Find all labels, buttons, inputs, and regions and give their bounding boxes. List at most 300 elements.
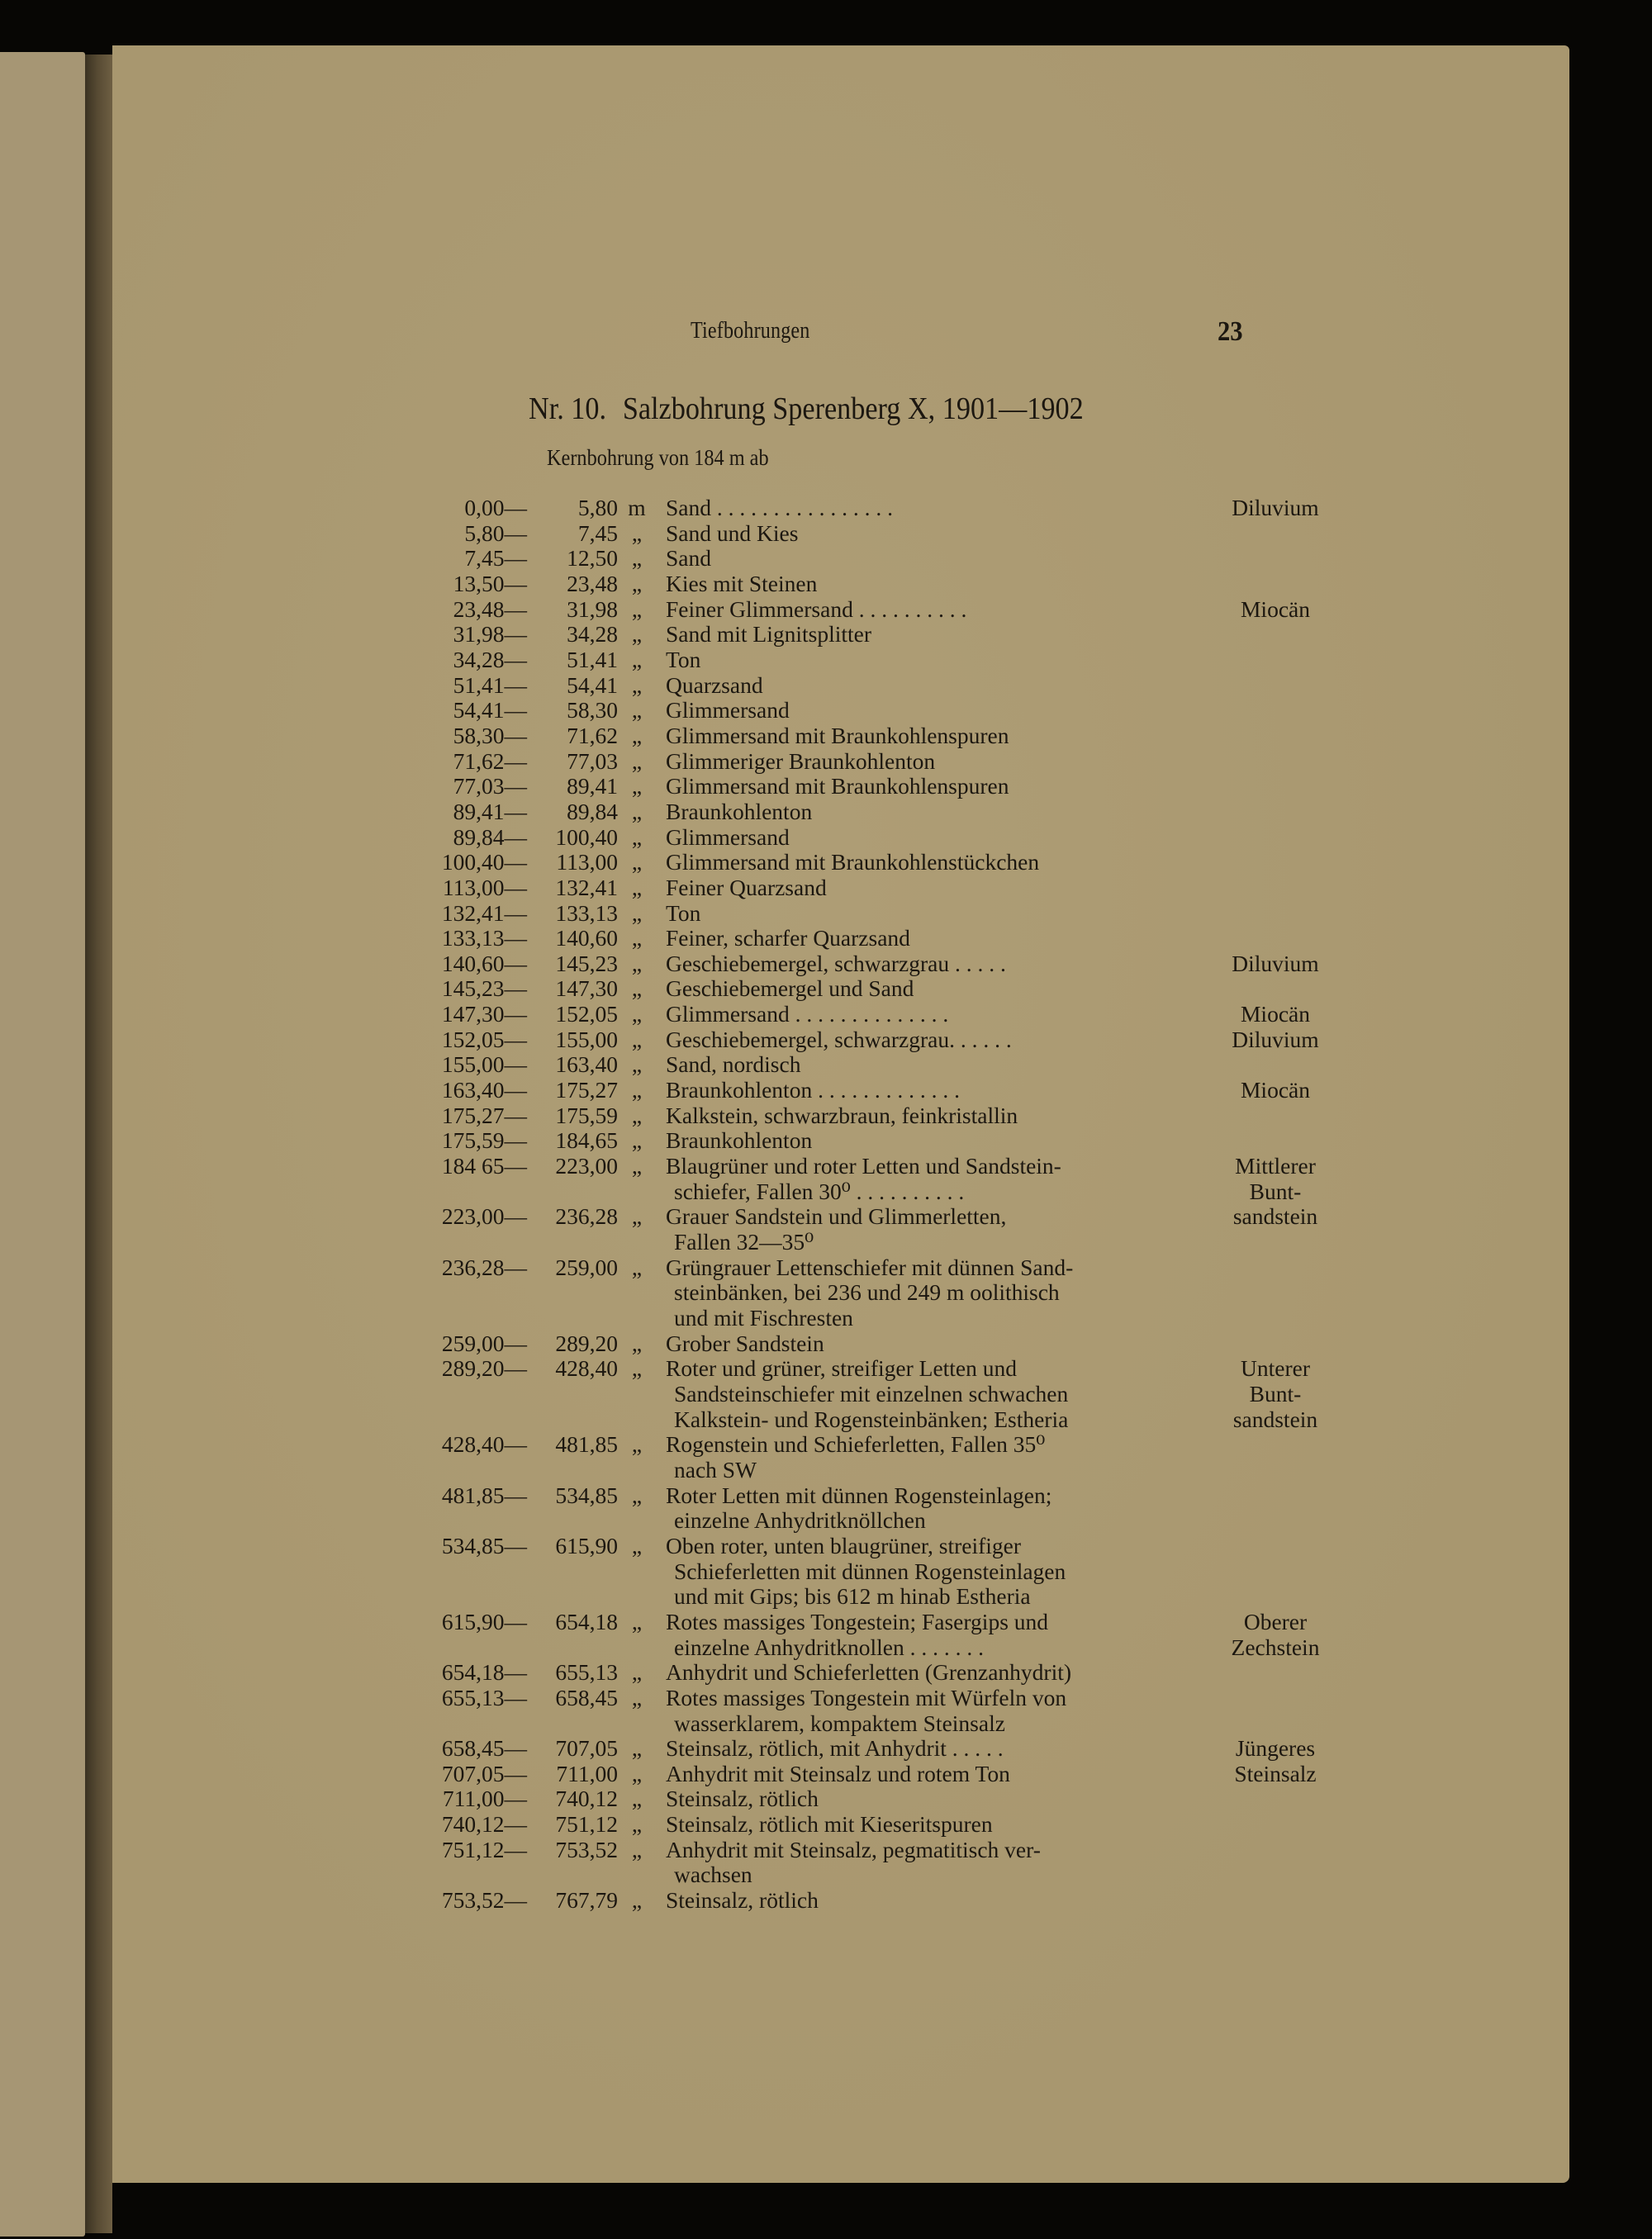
description-line: Sand mit Lignitsplitter	[666, 621, 872, 648]
table-row	[309, 648, 1383, 673]
depth-unit: m	[628, 495, 646, 520]
depth-to: 236,28	[555, 1203, 618, 1230]
layer-description	[656, 496, 1191, 521]
layer-description	[656, 850, 1191, 875]
table-row	[309, 1534, 1383, 1610]
table-row	[309, 1736, 1383, 1762]
depth-to: 428,40	[555, 1355, 618, 1382]
depth-unit: „	[631, 595, 643, 622]
depth-to: 534,85	[555, 1482, 618, 1508]
depth-to: 152,05	[555, 1001, 618, 1027]
depth-unit: „	[631, 1608, 643, 1634]
formation-line: Bunt-	[1249, 1380, 1302, 1406]
depth-unit: „	[631, 1001, 643, 1027]
description-line: Geschiebemergel, schwarzgrau. . . . . .	[666, 1026, 1012, 1052]
strata-table	[309, 496, 1383, 1914]
layer-description	[656, 1052, 1191, 1078]
depth-from: 223,00—	[441, 1203, 527, 1230]
description-line: Grober Sandstein	[666, 1330, 824, 1356]
layer-description	[656, 825, 1191, 851]
layer-description	[656, 1786, 1191, 1812]
depth-from: 51,41—	[453, 671, 527, 698]
table-row	[309, 572, 1383, 597]
section-title: Salzbohrung Sperenberg X, 1901—1902	[622, 391, 1084, 426]
description-line: Steinsalz, rötlich mit Kieseritspuren	[666, 1811, 993, 1838]
depth-from: 711,00—	[442, 1786, 527, 1812]
depth-from: 147,30—	[441, 1001, 527, 1027]
depth-to: 184,65	[555, 1127, 618, 1154]
depth-from: 236,28—	[441, 1254, 527, 1280]
depth-to: 71,62	[567, 722, 618, 748]
layer-description	[656, 1027, 1191, 1053]
depth-to: 132,41	[555, 874, 618, 900]
description-line: Geschiebemergel, schwarzgrau . . . . .	[666, 950, 1006, 976]
table-row	[309, 546, 1383, 572]
table-row	[309, 622, 1383, 648]
formation-label	[1191, 1002, 1358, 1027]
depth-from: 658,45—	[441, 1735, 527, 1762]
book-page	[112, 45, 1569, 2183]
layer-description	[656, 1762, 1191, 1787]
depth-to: 51,41	[567, 646, 618, 672]
depth-unit: „	[631, 1887, 643, 1914]
layer-description	[656, 1154, 1191, 1204]
depth-from: 54,41—	[453, 697, 527, 723]
layer-description	[656, 1432, 1191, 1482]
depth-unit: „	[631, 823, 643, 850]
depth-from: 163,40—	[441, 1077, 527, 1103]
description-line: Rogenstein und Schieferletten, Fallen 35⁰	[666, 1431, 1046, 1458]
depth-from: 707,05—	[441, 1760, 527, 1786]
depth-from: 5,80—	[464, 519, 527, 546]
table-row	[309, 597, 1383, 623]
table-row	[309, 496, 1383, 521]
formation-line: Miocän	[1240, 1001, 1310, 1027]
description-line: Grüngrauer Lettenschiefer mit dünnen Sand-	[666, 1254, 1074, 1280]
table-row	[309, 1786, 1383, 1812]
layer-description	[656, 673, 1191, 699]
depth-unit: „	[631, 1786, 643, 1812]
layer-description	[656, 1204, 1191, 1255]
depth-unit: „	[631, 1735, 643, 1762]
description-line: Sandsteinschiefer mit einzelnen schwachen	[674, 1380, 1069, 1406]
formation-label	[1191, 496, 1358, 521]
formation-line: sandstein	[1232, 1406, 1318, 1432]
depth-to: 615,90	[555, 1532, 618, 1558]
depth-to: 7,45	[577, 519, 618, 546]
description-line: Kalkstein, schwarzbraun, feinkristallin	[666, 1102, 1018, 1128]
formation-label	[1191, 1154, 1358, 1204]
depth-to: 31,98	[567, 595, 618, 622]
depth-unit: „	[631, 1077, 643, 1103]
table-row	[309, 901, 1383, 927]
layer-description	[656, 597, 1191, 623]
description-line: Glimmersand mit Braunkohlenspuren	[666, 773, 1009, 799]
layer-description	[656, 875, 1191, 901]
depth-unit: „	[631, 1836, 643, 1862]
running-head	[112, 318, 1569, 351]
depth-unit: „	[631, 1051, 643, 1078]
table-row	[309, 1686, 1383, 1736]
table-row	[309, 698, 1383, 723]
description-line: Glimmersand	[666, 697, 790, 723]
depth-from: 58,30—	[453, 722, 527, 748]
formation-label	[1191, 1204, 1358, 1230]
table-row	[309, 1762, 1383, 1787]
layer-description	[656, 1078, 1191, 1103]
layer-description	[656, 1128, 1191, 1154]
description-line: Ton	[666, 646, 701, 672]
page-number: 23	[1218, 316, 1243, 347]
layer-description	[656, 1610, 1191, 1660]
formation-line: sandstein	[1232, 1203, 1318, 1230]
depth-unit: „	[631, 646, 643, 672]
depth-from: 140,60—	[441, 950, 527, 976]
depth-to: 175,59	[555, 1102, 618, 1128]
description-line: Feiner Quarzsand	[666, 874, 827, 900]
depth-from: 23,48—	[453, 595, 527, 622]
depth-to: 223,00	[555, 1153, 618, 1179]
depth-unit: „	[631, 925, 643, 951]
description-line: Anhydrit mit Steinsalz, pegmatitisch ver-	[666, 1836, 1041, 1862]
description-line: Schieferletten mit dünnen Rogensteinlagen	[674, 1558, 1066, 1584]
formation-line: Diluvium	[1232, 1026, 1319, 1052]
depth-unit: „	[631, 1684, 643, 1710]
description-line: Blaugrüner und roter Letten und Sandstein-	[666, 1153, 1061, 1179]
table-row	[309, 1027, 1383, 1053]
layer-description	[656, 799, 1191, 825]
layer-description	[656, 572, 1191, 597]
table-row	[309, 1002, 1383, 1027]
depth-unit: „	[631, 1431, 643, 1458]
description-line: Braunkohlenton . . . . . . . . . . . . .	[666, 1077, 960, 1103]
depth-to: 707,05	[555, 1735, 618, 1762]
depth-from: 71,62—	[453, 747, 527, 774]
layer-description	[656, 1736, 1191, 1762]
depth-to: 289,20	[555, 1330, 618, 1356]
description-line: Feiner, scharfer Quarzsand	[666, 925, 910, 951]
layer-description	[656, 648, 1191, 673]
depth-from: 753,52—	[441, 1887, 527, 1914]
depth-unit: „	[631, 773, 643, 799]
depth-unit: „	[631, 1659, 643, 1686]
depth-to: 100,40	[555, 823, 618, 850]
layer-description	[656, 1812, 1191, 1838]
depth-unit: „	[631, 722, 643, 748]
formation-line: Unterer	[1241, 1355, 1310, 1382]
table-row	[309, 875, 1383, 901]
description-line: einzelne Anhydritknöllchen	[674, 1507, 926, 1534]
description-line: Fallen 32—35⁰	[674, 1229, 814, 1255]
depth-to: 155,00	[555, 1026, 618, 1052]
description-line: nach SW	[674, 1456, 757, 1482]
description-line: Anhydrit mit Steinsalz und rotem Ton	[666, 1760, 1010, 1786]
depth-unit: „	[631, 899, 643, 926]
table-row	[309, 1154, 1383, 1204]
depth-from: 89,84—	[453, 823, 527, 850]
depth-to: 133,13	[555, 899, 618, 926]
formation-line: Mittlerer	[1235, 1153, 1316, 1179]
depth-to: 89,41	[567, 773, 618, 799]
depth-from: 34,28—	[453, 646, 527, 672]
description-line: Ton	[666, 899, 701, 926]
description-line: wachsen	[674, 1862, 752, 1888]
table-row	[309, 1483, 1383, 1534]
depth-unit: „	[631, 798, 643, 824]
depth-unit: „	[631, 1026, 643, 1052]
depth-to: 655,13	[555, 1659, 618, 1686]
formation-line: Zechstein	[1231, 1634, 1320, 1660]
depth-from: 89,41—	[453, 798, 527, 824]
depth-to: 175,27	[555, 1077, 618, 1103]
description-line: Sand, nordisch	[666, 1051, 801, 1078]
description-line: Quarzsand	[666, 671, 763, 698]
depth-from: 0,00—	[464, 495, 527, 520]
depth-from: 428,40—	[441, 1431, 527, 1458]
depth-from: 751,12—	[441, 1836, 527, 1862]
depth-to: 259,00	[555, 1254, 618, 1280]
depth-unit: „	[631, 671, 643, 698]
depth-from: 654,18—	[441, 1659, 527, 1686]
book-gutter	[85, 55, 112, 2233]
formation-label	[1191, 1736, 1358, 1762]
formation-label	[1191, 1356, 1358, 1432]
layer-description	[656, 926, 1191, 951]
depth-to: 34,28	[567, 621, 618, 648]
table-row	[309, 951, 1383, 977]
depth-to: 767,79	[555, 1887, 618, 1914]
layer-description	[656, 622, 1191, 648]
depth-unit: „	[631, 1482, 643, 1508]
table-row	[309, 1432, 1383, 1482]
table-row	[309, 1888, 1383, 1914]
depth-from: 615,90—	[441, 1608, 527, 1634]
depth-from: 152,05—	[441, 1026, 527, 1052]
section-heading	[529, 391, 1084, 427]
layer-description	[656, 951, 1191, 977]
depth-unit: „	[631, 1811, 643, 1838]
table-row	[309, 1128, 1383, 1154]
table-row	[309, 1078, 1383, 1103]
table-row	[309, 1255, 1383, 1331]
formation-line: Steinsalz	[1234, 1760, 1317, 1786]
description-line: Oben roter, unten blaugrüner, streifiger	[666, 1532, 1021, 1558]
layer-description	[656, 698, 1191, 723]
depth-from: 77,03—	[453, 773, 527, 799]
formation-line: Miocän	[1240, 1077, 1310, 1103]
table-row	[309, 1052, 1383, 1078]
layer-description	[656, 1686, 1191, 1736]
table-row	[309, 926, 1383, 951]
layer-description	[656, 1888, 1191, 1914]
depth-to: 147,30	[555, 975, 618, 1002]
formation-label	[1191, 1027, 1358, 1053]
description-line: schiefer, Fallen 30⁰ . . . . . . . . . .	[674, 1178, 965, 1204]
layer-description	[656, 723, 1191, 749]
table-row	[309, 825, 1383, 851]
layer-description	[656, 1483, 1191, 1534]
depth-to: 77,03	[567, 747, 618, 774]
layer-description	[656, 774, 1191, 799]
layer-description	[656, 546, 1191, 572]
depth-from: 655,13—	[441, 1684, 527, 1710]
formation-line: Diluvium	[1232, 950, 1319, 976]
depth-from: 132,41—	[441, 899, 527, 926]
description-line: Steinsalz, rötlich	[666, 1887, 819, 1914]
description-line: Steinsalz, rötlich	[666, 1786, 819, 1812]
depth-to: 658,45	[555, 1684, 618, 1710]
table-row	[309, 1356, 1383, 1432]
depth-from: 100,40—	[441, 849, 527, 875]
depth-unit: „	[631, 1102, 643, 1128]
description-line: einzelne Anhydritknollen . . . . . . .	[674, 1634, 984, 1660]
depth-unit: „	[631, 1532, 643, 1558]
section-subtitle: Kernbohrung von 184 m ab	[547, 445, 769, 470]
depth-to: 751,12	[555, 1811, 618, 1838]
description-line: Glimmersand . . . . . . . . . . . . . .	[666, 1001, 949, 1027]
depth-to: 89,84	[567, 798, 618, 824]
table-row	[309, 1103, 1383, 1129]
formation-line: Oberer	[1243, 1608, 1308, 1634]
depth-to: 163,40	[555, 1051, 618, 1078]
depth-unit: „	[631, 1355, 643, 1382]
table-row	[309, 749, 1383, 775]
depth-unit: „	[631, 1760, 643, 1786]
description-line: steinbänken, bei 236 und 249 m oolithisch	[674, 1279, 1060, 1306]
depth-from: 534,85—	[441, 1532, 527, 1558]
depth-unit: „	[631, 545, 643, 572]
formation-label	[1191, 1610, 1358, 1660]
formation-label	[1191, 951, 1358, 977]
description-line: Glimmersand mit Braunkohlenspuren	[666, 722, 1009, 748]
description-line: Kies mit Steinen	[666, 570, 818, 596]
depth-unit: „	[631, 950, 643, 976]
layer-description	[656, 1002, 1191, 1027]
description-line: Sand und Kies	[666, 519, 799, 546]
depth-unit: „	[631, 1153, 643, 1179]
depth-unit: „	[631, 1330, 643, 1356]
layer-description	[656, 749, 1191, 775]
depth-unit: „	[631, 1127, 643, 1154]
depth-from: 7,45—	[464, 545, 527, 572]
depth-from: 31,98—	[453, 621, 527, 648]
depth-from: 175,59—	[441, 1127, 527, 1154]
formation-label	[1191, 1762, 1358, 1787]
description-line: und mit Fischresten	[674, 1305, 853, 1331]
depth-from: 184 65—	[441, 1153, 527, 1179]
description-line: Sand	[666, 545, 711, 572]
depth-to: 145,23	[555, 950, 618, 976]
layer-description	[656, 901, 1191, 927]
description-line: und mit Gips; bis 612 m hinab Estheria	[674, 1583, 1031, 1610]
depth-unit: „	[631, 519, 643, 546]
depth-to: 481,85	[555, 1431, 618, 1458]
description-line: Braunkohlenton	[666, 1127, 813, 1154]
description-line: Glimmersand	[666, 823, 790, 850]
table-row	[309, 774, 1383, 799]
table-row	[309, 1838, 1383, 1888]
section-number: Nr. 10.	[529, 391, 607, 426]
formation-line: Diluvium	[1232, 495, 1319, 520]
table-row	[309, 850, 1383, 875]
description-line: Braunkohlenton	[666, 798, 813, 824]
description-line: Anhydrit und Schieferletten (Grenzanhydrit)	[666, 1659, 1072, 1686]
layer-description	[656, 1356, 1191, 1432]
description-line: Steinsalz, rötlich, mit Anhydrit . . . . .	[666, 1735, 1004, 1762]
depth-unit: „	[631, 1203, 643, 1230]
formation-line: Miocän	[1240, 595, 1310, 622]
description-line: wasserklarem, kompaktem Steinsalz	[674, 1710, 1005, 1736]
depth-from: 133,13—	[441, 925, 527, 951]
depth-to: 740,12	[555, 1786, 618, 1812]
description-line: Grauer Sandstein und Glimmerletten,	[666, 1203, 1007, 1230]
layer-description	[656, 976, 1191, 1002]
depth-to: 58,30	[567, 697, 618, 723]
depth-to: 711,00	[556, 1760, 618, 1786]
layer-description	[656, 1660, 1191, 1686]
description-line: Geschiebemergel und Sand	[666, 975, 914, 1002]
description-line: Roter Letten mit dünnen Rogensteinlagen;	[666, 1482, 1052, 1508]
layer-description	[656, 1331, 1191, 1357]
depth-from: 175,27—	[441, 1102, 527, 1128]
depth-to: 12,50	[567, 545, 618, 572]
depth-unit: „	[631, 697, 643, 723]
table-row	[309, 521, 1383, 547]
table-row	[309, 1204, 1383, 1255]
description-line: Sand . . . . . . . . . . . . . . . .	[666, 495, 893, 520]
description-line: Feiner Glimmersand . . . . . . . . . .	[666, 595, 967, 622]
description-line: Rotes massiges Tongestein mit Würfeln von	[666, 1684, 1067, 1710]
table-row	[309, 976, 1383, 1002]
description-line: Roter und grüner, streifiger Letten und	[666, 1355, 1018, 1382]
depth-from: 145,23—	[441, 975, 527, 1002]
depth-to: 113,00	[556, 849, 618, 875]
depth-unit: „	[631, 849, 643, 875]
formation-line: Bunt-	[1249, 1178, 1302, 1204]
depth-from: 259,00—	[441, 1330, 527, 1356]
table-row	[309, 1812, 1383, 1838]
table-row	[309, 673, 1383, 699]
layer-description	[656, 1838, 1191, 1888]
description-line: Rotes massiges Tongestein; Fasergips und	[666, 1608, 1049, 1634]
depth-unit: „	[631, 570, 643, 596]
table-row	[309, 1331, 1383, 1357]
depth-to: 23,48	[567, 570, 618, 596]
running-title: Tiefbohrungen	[691, 318, 810, 344]
depth-to: 5,80	[577, 495, 618, 520]
layer-description	[656, 1103, 1191, 1129]
formation-label	[1191, 1078, 1358, 1103]
depth-unit: „	[631, 621, 643, 648]
layer-description	[656, 521, 1191, 547]
depth-from: 155,00—	[441, 1051, 527, 1078]
description-line: Glimmeriger Braunkohlenton	[666, 747, 936, 774]
table-row	[309, 1610, 1383, 1660]
depth-to: 654,18	[555, 1608, 618, 1634]
table-row	[309, 799, 1383, 825]
description-line: Kalkstein- und Rogensteinbänken; Estheria	[674, 1406, 1069, 1432]
depth-from: 13,50—	[453, 570, 527, 596]
left-page-edge	[0, 52, 85, 2237]
depth-unit: „	[631, 874, 643, 900]
depth-from: 289,20—	[441, 1355, 527, 1382]
depth-from: 113,00—	[442, 874, 527, 900]
depth-from: 740,12—	[441, 1811, 527, 1838]
depth-unit: „	[631, 747, 643, 774]
depth-to: 54,41	[567, 671, 618, 698]
depth-to: 140,60	[555, 925, 618, 951]
formation-label	[1191, 597, 1358, 623]
